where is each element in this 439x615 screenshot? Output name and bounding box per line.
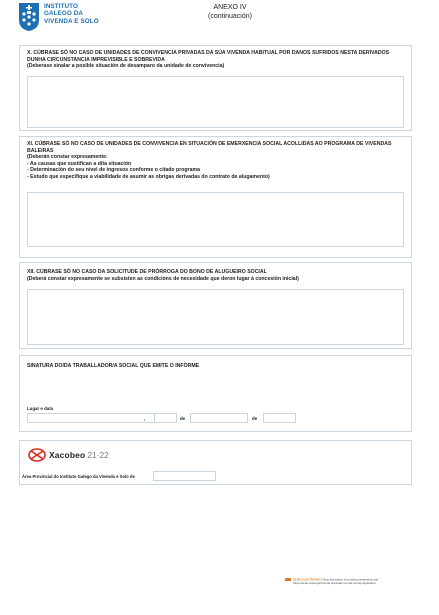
sede-icon xyxy=(285,578,291,581)
de-label-1: de xyxy=(180,416,186,421)
area-label: Área Provincial do Instituto Galego da Vivenda e Solo de xyxy=(22,474,135,479)
annex-subtitle: (continuación) xyxy=(208,12,252,20)
xacobeo-year: 21·22 xyxy=(87,450,109,460)
sede-url[interactable]: https://sede.xunta.gal xyxy=(293,581,321,586)
xacobeo-cross-icon xyxy=(28,448,46,462)
section-x xyxy=(19,45,412,131)
sede-badge: SEDE ELECTRÓNICA xyxy=(293,577,323,582)
org-name xyxy=(44,3,99,25)
xacobeo-word: Xacobeo xyxy=(49,450,86,460)
org-line-3: VIVENDA E SOLO xyxy=(44,17,99,25)
xunta-logo xyxy=(18,2,148,36)
comma-separator: , xyxy=(144,416,146,421)
footer-note xyxy=(285,578,430,586)
month-input[interactable] xyxy=(190,413,248,423)
annex-heading xyxy=(180,4,280,21)
section-xii-textarea[interactable] xyxy=(27,289,404,345)
year-input[interactable] xyxy=(263,413,296,423)
section-xi-note: (Deberán constar expresamente: xyxy=(27,154,108,161)
footer-line-2: formas previstas na súa norma reguladora xyxy=(321,581,376,586)
section-xi-textarea[interactable] xyxy=(27,192,404,247)
de-label-2: de xyxy=(252,416,258,421)
section-xi-title: XI. CÚBRASE SÓ NO CASO DE UNIDADES DE CONVIVENCIA EN SITUACIÓN DE EMERXENCIA SOCIAL ACOLLIDAS AO PROGRAMA DE VIVENDAS BALEIRAS xyxy=(27,141,392,154)
section-x-textarea[interactable] xyxy=(27,76,404,128)
section-xii-title: XII. CÚBRASE SÓ NO CASO DA SOLICITUDE DE PRÓRROGA DO BONO DE ALUGUEIRO SOCIAL xyxy=(27,269,267,275)
section-xii-note: (Deberá constar expresamente se subsisten as condicións de necesidade que deron lugar á concesión inicial) xyxy=(27,275,299,282)
place-date-label: Lugar e data xyxy=(27,406,54,411)
place-input[interactable] xyxy=(27,413,160,423)
section-xi xyxy=(19,136,412,258)
section-xi-item: - As causas que xustifican a dita situación xyxy=(27,160,132,167)
section-x-title: X. CÚBRASE SÓ NO CASO DE UNIDADES DE CONVIVENCIA PRIVADAS DA SÚA VIVENDA HABITUAL POR DANOS SUFRIDOS NESTA DERIVADOS DUNHA CIRCUNSTANCIA IMPREVISIBLE E SOBREVIDA xyxy=(27,50,390,63)
section-xii xyxy=(19,262,412,349)
footer-line-1: Este formulario só poderá presentarse nas xyxy=(323,577,379,582)
annex-title: ANEXO IV xyxy=(213,4,247,11)
day-input[interactable] xyxy=(154,413,177,423)
area-province-input[interactable] xyxy=(153,471,216,481)
area-section xyxy=(19,440,412,485)
section-xi-item: - Determinación do seu nivel de ingresos conforme o citado programa xyxy=(27,167,200,174)
org-line-2: GALEGO DA xyxy=(44,10,84,18)
galicia-shield-icon xyxy=(18,2,40,32)
org-line-1: INSTITUTO xyxy=(44,3,79,10)
xacobeo-logo xyxy=(28,447,109,463)
signature-section xyxy=(19,355,412,432)
section-x-note: (Deberase sinalar a posible situación de desamparo da unidade de convivencia) xyxy=(27,63,225,70)
section-xi-item: - Estudo que especifique a viabilidade de asumir as obrigas derivadas do contrato de alugamento) xyxy=(27,173,270,180)
signature-title: SINATURA DO/DA TRABALLADOR/A SOCIAL QUE EMITE O INFORME xyxy=(27,363,200,369)
